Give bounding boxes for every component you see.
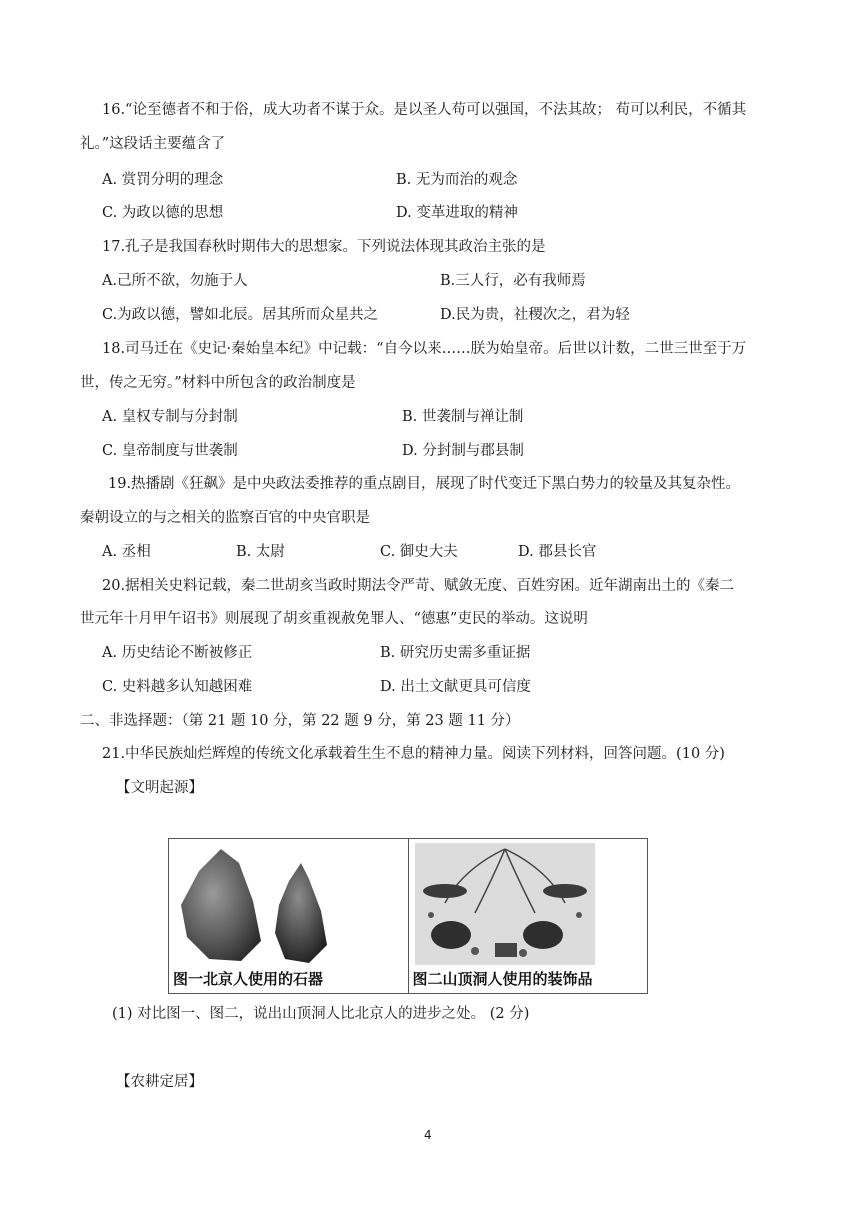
q20-option-b: B. 研究历史需多重证据 [380,645,531,661]
q20-stem-line2: 世元年十月甲午诏书》则展现了胡亥重视赦免罪人、“德惠”吏民的举动。这说明 [80,611,588,627]
q19-stem-line1: 19.热播剧《狂飙》是中央政法委推荐的重点剧目，展现了时代变迁下黑白势力的较量及其复杂性。 [108,476,741,492]
q19-option-d: D. 郡县长官 [518,544,597,560]
q18-option-b: B. 世袭制与禅让制 [402,409,524,425]
q19-option-c: C. 御史大夫 [380,544,458,560]
q21-figure-table [168,838,648,994]
q18-stem-line2: 世，传之无穷。”材料中所包含的政治制度是 [80,375,356,391]
q19-option-b: B. 太尉 [236,544,285,560]
q17-option-a: A.己所不欲，勿施于人 [102,273,248,289]
q17-option-b: B.三人行，必有我师焉 [440,273,586,289]
ornaments-image [415,843,595,971]
figure-2-caption: 图二山顶洞人使用的装饰品 [412,970,593,988]
q18-stem-line1: 18.司马迁在《史记·秦始皇本纪》中记载：“自今以来……朕为始皇帝。后世以计数，二世三世至于万 [102,341,747,357]
figure-1-cell [169,839,409,993]
q16-option-a: A. 赏罚分明的理念 [102,172,224,188]
figure-1-caption: 图一北京人使用的石器 [173,970,324,988]
q19-option-a: A. 丞相 [102,544,151,560]
q16-option-c: C. 为政以德的思想 [102,205,224,221]
q18-option-a: A. 皇权专制与分封制 [102,409,238,425]
q18-option-c: C. 皇帝制度与世袭制 [102,443,238,459]
q20-stem-line1: 20.据相关史料记载，秦二世胡亥当政时期法令严苛、赋敛无度、百姓穷困。近年湖南出土的《秦二 [102,578,735,594]
q20-option-d: D. 出土文献更具可信度 [380,679,531,695]
page-number: 4 [424,1128,432,1142]
q16-stem-line1: 16.“论至德者不和于俗，成大功者不谋于众。是以圣人苟可以强国，不法其故； 苟可以利民，不循其 [102,102,747,118]
q20-option-a: A. 历史结论不断被修正 [102,645,253,661]
section-2-heading: 二、非选择题：（第 21 题 10 分，第 22 题 9 分，第 23 题 11 分） [80,713,520,729]
q20-option-c: C. 史料越多认知越困难 [102,679,253,695]
q16-option-d: D. 变革进取的精神 [396,205,518,221]
q21-stem: 21.中华民族灿烂辉煌的传统文化承载着生生不息的精神力量。阅读下列材料，回答问题。(10 分) [102,746,725,762]
q16-option-b: B. 无为而治的观念 [396,172,518,188]
q19-stem-line2: 秦朝设立的与之相关的监察百官的中央官职是 [80,510,370,526]
q18-option-d: D. 分封制与郡县制 [402,443,524,459]
stone-tools-image [169,841,389,969]
q21-subquestion-1: (1) 对比图一、图二，说出山顶洞人比北京人的进步之处。 (2 分) [112,1006,530,1022]
figure-2-cell [409,839,648,993]
q21-heading-civilization-origin: 【文明起源】 [116,780,203,796]
q17-stem: 17.孔子是我国春秋时期伟大的思想家。下列说法体现其政治主张的是 [102,239,546,255]
q16-stem-line2: 礼。”这段话主要蕴含了 [80,136,226,152]
q17-option-c: C.为政以德，譬如北辰。居其所而众星共之 [102,307,379,323]
q17-option-d: D.民为贵，社稷次之，君为轻 [440,307,630,323]
q21-heading-farming-settlement: 【农耕定居】 [116,1074,203,1090]
